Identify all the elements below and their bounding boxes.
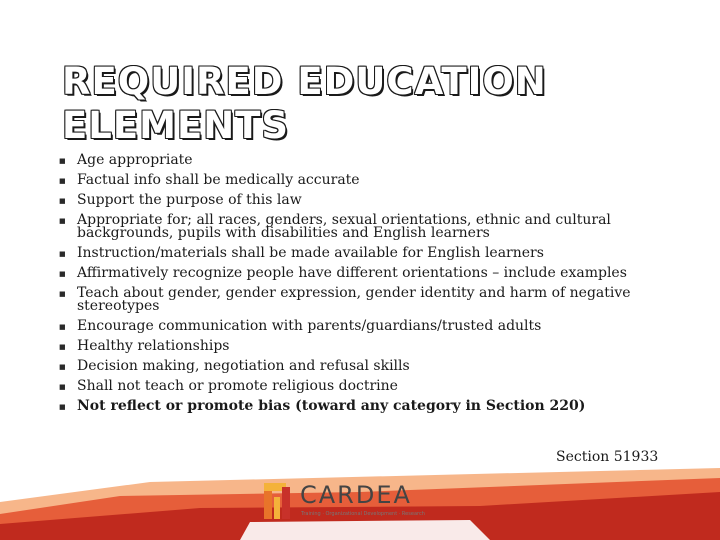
bullet-item	[58, 264, 658, 284]
bullet-text: Support the purpose of this law	[77, 192, 302, 208]
square-bullet-icon: ■	[59, 383, 66, 391]
section-reference: Section 51933	[556, 449, 659, 465]
square-bullet-icon: ■	[59, 217, 66, 225]
bullet-text: Not reflect or promote bias (toward any category in Section 220)	[77, 398, 586, 414]
logo-mark-right-bar	[282, 487, 290, 519]
bullet-list	[58, 151, 658, 417]
logo-mark-inner-block	[274, 497, 280, 519]
square-bullet-icon: ■	[59, 270, 66, 278]
bullet-item	[58, 357, 658, 377]
bullet-text: Appropriate for; all races, genders, sexual orientations, ethnic and cultural backgrounds, pupils with disabilities and English learners	[77, 212, 611, 241]
square-bullet-icon: ■	[59, 363, 66, 371]
logo-tagline: Training · Organizational Development · Research	[301, 511, 425, 517]
square-bullet-icon: ■	[59, 290, 66, 298]
bullet-item	[58, 171, 658, 191]
logo-name: CARDEA	[300, 481, 412, 509]
square-bullet-icon: ■	[59, 323, 66, 331]
bullet-text: Shall not teach or promote religious doctrine	[77, 378, 398, 394]
bullet-item	[58, 191, 658, 211]
bullet-item	[58, 284, 658, 317]
square-bullet-icon: ■	[59, 197, 66, 205]
bullet-item	[58, 151, 658, 171]
bullet-item	[58, 397, 658, 417]
bullet-item	[58, 317, 658, 337]
bullet-text: Teach about gender, gender expression, gender identity and harm of negative stereotypes	[77, 285, 631, 314]
bullet-item	[58, 337, 658, 357]
bullet-text: Decision making, negotiation and refusal skills	[77, 358, 410, 374]
bullet-text: Healthy relationships	[77, 338, 230, 354]
square-bullet-icon: ■	[59, 250, 66, 258]
square-bullet-icon: ■	[59, 177, 66, 185]
square-bullet-icon: ■	[59, 157, 66, 165]
bullet-text: Instruction/materials shall be made available for English learners	[77, 245, 544, 261]
bullet-text: Factual info shall be medically accurate	[77, 172, 360, 188]
square-bullet-icon: ■	[59, 403, 66, 411]
logo-mark-left-bar	[264, 491, 272, 519]
square-bullet-icon: ■	[59, 343, 66, 351]
bullet-text: Age appropriate	[77, 152, 193, 168]
bullet-text: Affirmatively recognize people have different orientations – include examples	[77, 265, 627, 281]
bullet-item	[58, 211, 658, 244]
cardea-logo-icon	[264, 483, 294, 519]
bullet-item	[58, 377, 658, 397]
cardea-logo	[264, 481, 454, 525]
bullet-item	[58, 244, 658, 264]
bullet-text: Encourage communication with parents/guardians/trusted adults	[77, 318, 542, 334]
slide-title: REQUIRED EDUCATION ELEMENTS	[62, 60, 547, 147]
